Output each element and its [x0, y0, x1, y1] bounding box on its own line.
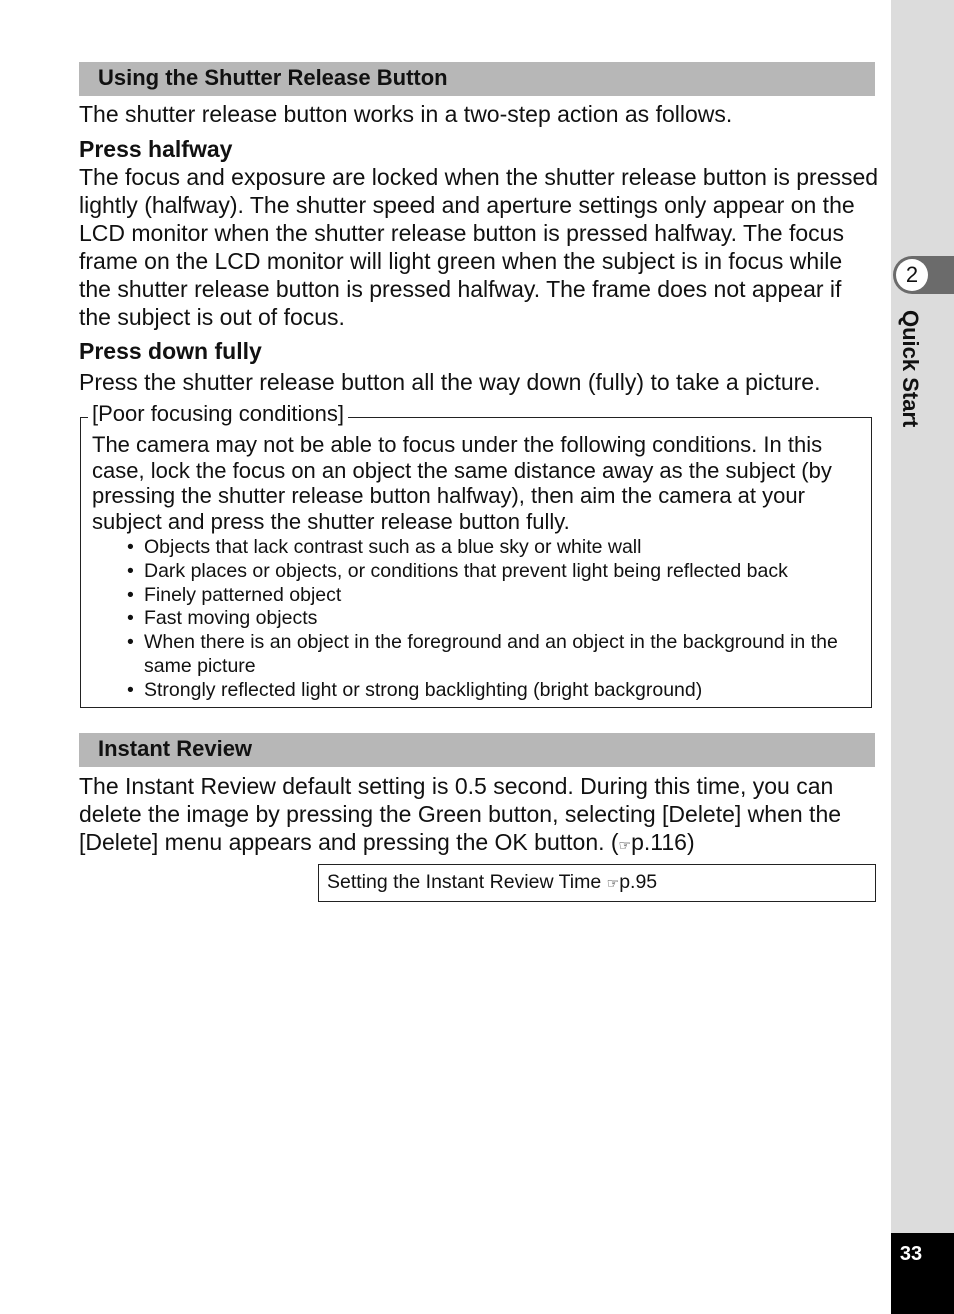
list-item-text: Objects that lack contrast such as a blue sky or white wall	[144, 536, 642, 558]
list-item-text: Fast moving objects	[144, 607, 318, 630]
instant-review-main: The Instant Review default setting is 0.5 second. During this time, you can delete the image by pressing the Green button, selecting [Delete] when the [Delete] menu appears and pressing the OK button. (	[79, 773, 842, 855]
list-item	[127, 607, 867, 631]
chapter-side-tab	[891, 0, 954, 1314]
list-item	[127, 560, 867, 584]
note-title: [Poor focusing conditions]	[88, 400, 348, 428]
shutter-intro: The shutter release button works in a two-step action as follows.	[79, 101, 733, 127]
instant-review-page-ref: p.116)	[631, 829, 695, 855]
page-reference-icon: ☞	[606, 875, 620, 891]
list-item-text: Dark places or objects, or conditions that prevent light being reflected back	[144, 559, 788, 582]
chapter-number: 2	[896, 259, 928, 291]
list-item	[127, 631, 867, 679]
list-item-text: Finely patterned object	[144, 583, 342, 606]
press-halfway-title: Press halfway	[79, 136, 233, 162]
bullet-icon: •	[127, 559, 134, 582]
bullet-icon: •	[127, 631, 134, 654]
list-item	[127, 584, 867, 608]
list-item	[127, 536, 867, 560]
list-item-text: Strongly reflected light or strong backlighting (bright background)	[144, 678, 703, 701]
note-bullet-list	[127, 536, 867, 703]
list-item	[127, 679, 867, 703]
bullet-icon: •	[127, 536, 134, 558]
chapter-label: Quick Start	[898, 310, 923, 428]
section-heading-shutter: Using the Shutter Release Button	[79, 62, 875, 96]
reference-box-page: p.95	[619, 871, 658, 893]
reference-box-text: Setting the Instant Review Time	[327, 871, 607, 893]
bullet-icon: •	[127, 678, 134, 701]
reference-box	[318, 864, 876, 902]
note-body: The camera may not be able to focus under the following conditions. In this case, lock the focus on an object the same distance away as the subject (by pressing the shutter release button halfway), then aim the camera at your subject and press the shutter release button fully.	[92, 432, 832, 534]
page-reference-icon: ☞	[618, 837, 632, 853]
press-fully-title: Press down fully	[79, 338, 262, 364]
page-number: 33	[899, 1243, 923, 1265]
press-fully-text: Press the shutter release button all the way down (fully) to take a picture.	[79, 369, 821, 395]
bullet-icon: •	[127, 583, 134, 606]
bullet-icon: •	[127, 607, 134, 630]
list-item-text: When there is an object in the foreground and an object in the background in the same picture	[144, 631, 838, 677]
section-heading-instant-review: Instant Review	[79, 733, 875, 767]
press-halfway-text: The focus and exposure are locked when the shutter release button is pressed lightly (halfway). The shutter speed and aperture settings only appear on the LCD monitor when the shutter release button is pressed halfway. The focus frame on the LCD monitor will light green when the subject is in focus while the shutter release button is pressed halfway. The frame does not appear if the subject is out of focus.	[79, 164, 879, 330]
instant-review-text	[79, 772, 879, 859]
